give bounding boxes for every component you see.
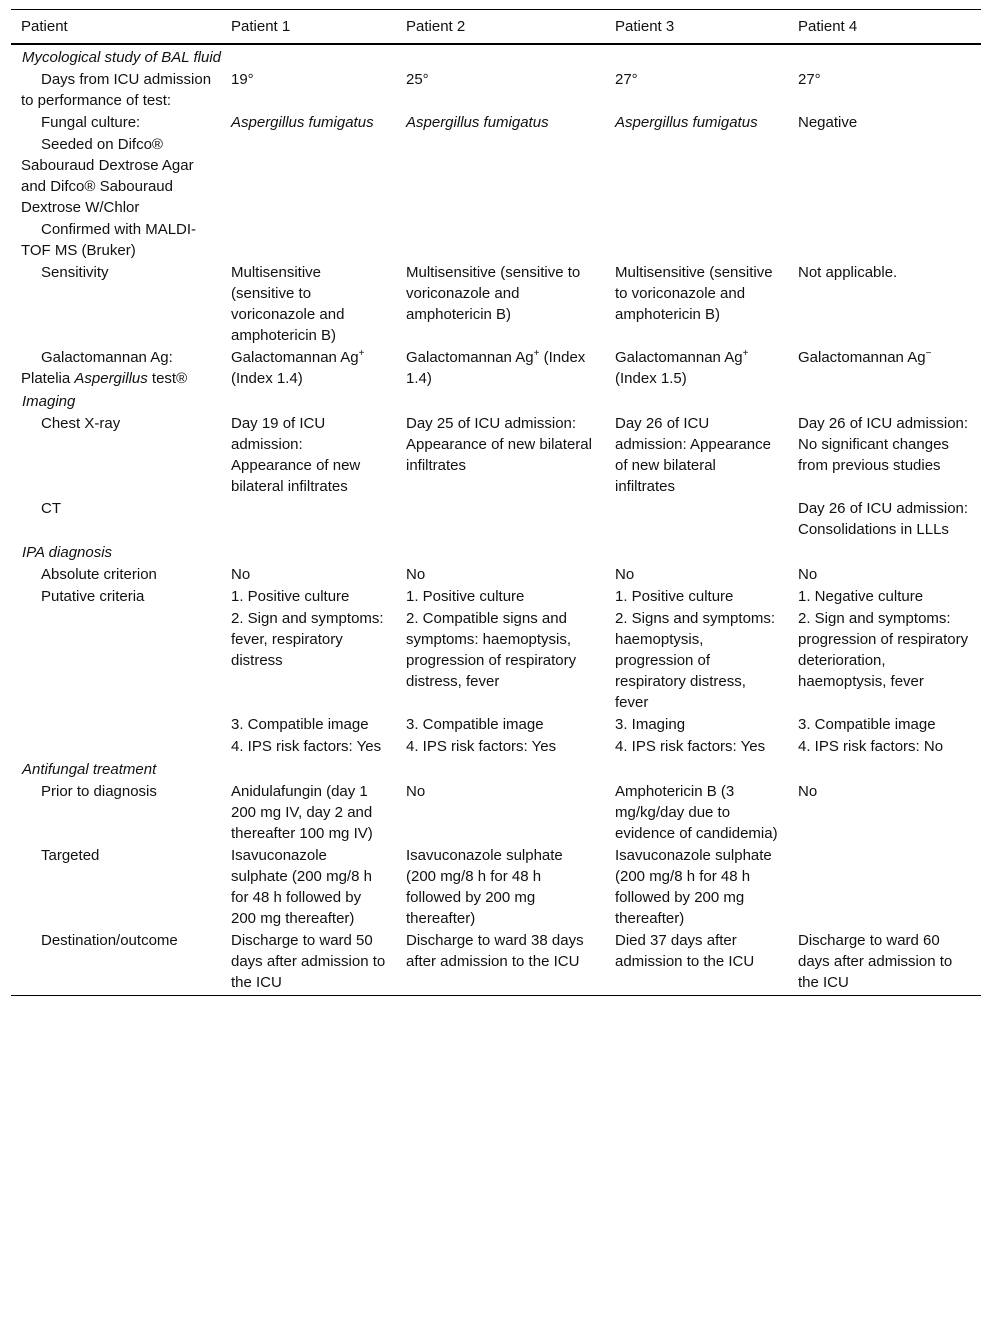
table-row xyxy=(11,780,981,844)
row-label-confirmed: Confirmed with MALDI-TOF MS (Bruker) xyxy=(21,221,197,259)
cell-xray-p3: Day 26 of ICU admission: Appearance of new bilateral infiltrates xyxy=(615,415,771,495)
cell-prior-p3: Amphotericin B (3 mg/kg/day due to evidence of candidemia) xyxy=(615,783,778,842)
header-patient-1: Patient 1 xyxy=(231,18,291,35)
table-header-row xyxy=(11,10,981,45)
cell-absolute-p4: No xyxy=(798,566,818,583)
table-row xyxy=(11,412,981,497)
cell-culture-p3: Aspergillus fumigatus xyxy=(615,114,758,131)
galacto-label-a: Galactomannan Ag: Platelia xyxy=(21,349,173,387)
cell-xray-p2: Day 25 of ICU admission: Appearance of new bilateral infiltrates xyxy=(406,415,592,474)
cell-days-p1: 19° xyxy=(231,71,254,88)
cell-putative4-p1: 4. IPS risk factors: Yes xyxy=(231,738,382,755)
cell-galacto-p1: Galactomannan Ag+ (Index 1.4) xyxy=(231,348,365,387)
table-row xyxy=(11,261,981,346)
cell-putative1-p3: 1. Positive culture xyxy=(615,588,734,605)
cell-days-p2: 25° xyxy=(406,71,429,88)
cell-culture-p4: Negative xyxy=(798,114,858,131)
cell-destination-p1: Discharge to ward 50 days after admission to the ICU xyxy=(231,932,386,991)
cell-sensitivity-p2: Multisensitive (sensitive to voriconazole and amphotericin B) xyxy=(406,264,581,323)
cell-sensitivity-p1: Multisensitive (sensitive to voriconazole and amphotericin B) xyxy=(231,264,345,344)
cell-destination-p2: Discharge to ward 38 days after admission to the ICU xyxy=(406,932,584,970)
cell-xray-p1: Day 19 of ICU admission: Appearance of new bilateral infiltrates xyxy=(231,415,361,495)
table-row xyxy=(11,607,981,713)
row-label-absolute: Absolute criterion xyxy=(41,566,157,583)
table-row xyxy=(11,111,981,133)
row-label-targeted: Targeted xyxy=(41,847,100,864)
cell-sensitivity-p3: Multisensitive (sensitive to voriconazole and amphotericin B) xyxy=(615,264,773,323)
cell-prior-p2: No xyxy=(406,783,426,800)
cell-prior-p4: No xyxy=(798,783,818,800)
table-row xyxy=(11,713,981,735)
table-row xyxy=(11,563,981,585)
table-row xyxy=(11,929,981,996)
cell-absolute-p2: No xyxy=(406,566,426,583)
galacto-label-b: Aspergillus xyxy=(74,370,148,387)
cell-targeted-p1: Isavuconazole sulphate (200 mg/8 h for 48 h followed by 200 mg thereafter) xyxy=(231,847,372,927)
table-row xyxy=(11,844,981,929)
table-row xyxy=(11,218,981,261)
cell-culture-p2: Aspergillus fumigatus xyxy=(406,114,549,131)
cell-culture-p1: Aspergillus fumigatus xyxy=(231,114,374,131)
table-row xyxy=(11,585,981,607)
cell-absolute-p3: No xyxy=(615,566,635,583)
row-label-putative: Putative criteria xyxy=(41,588,145,605)
cell-putative1-p4: 1. Negative culture xyxy=(798,588,924,605)
table-row xyxy=(11,735,981,757)
table-row xyxy=(11,133,981,218)
cell-galacto-p3: Galactomannan Ag+ (Index 1.5) xyxy=(615,348,749,387)
cell-putative2-p3: 2. Signs and symptoms: haemoptysis, progression of respiratory distress, fever xyxy=(615,610,776,711)
cell-ct-p4: Day 26 of ICU admission: Consolidations in LLLs xyxy=(798,500,969,538)
section-title-mycology: Mycological study of BAL fluid xyxy=(22,49,221,66)
cell-galacto-p4: Galactomannan Ag− xyxy=(798,348,932,366)
cell-putative1-p2: 1. Positive culture xyxy=(406,588,525,605)
header-patient-4: Patient 4 xyxy=(798,18,858,35)
cell-putative4-p4: 4. IPS risk factors: No xyxy=(798,738,944,755)
section-title-ipa: IPA diagnosis xyxy=(22,544,113,561)
cell-putative3-p1: 3. Compatible image xyxy=(231,716,369,733)
cell-putative3-p3: 3. Imaging xyxy=(615,716,686,733)
table-row xyxy=(11,497,981,540)
row-label-destination: Destination/outcome xyxy=(41,932,178,949)
section-row-antifungal xyxy=(11,757,981,780)
cell-xray-p4: Day 26 of ICU admission: No significant changes from previous studies xyxy=(798,415,969,474)
row-label-seeded: Seeded on Difco® Sabouraud Dextrose Agar and Difco® Sabouraud Dextrose W/Chlor xyxy=(21,136,194,216)
cell-days-p4: 27° xyxy=(798,71,821,88)
section-title-antifungal: Antifungal treatment xyxy=(22,761,157,778)
cell-destination-p4: Discharge to ward 60 days after admission to the ICU xyxy=(798,932,953,991)
table-row xyxy=(11,346,981,389)
section-row-ipa xyxy=(11,540,981,563)
cell-putative2-p1: 2. Sign and symptoms: fever, respiratory distress xyxy=(231,610,384,669)
section-row-imaging xyxy=(11,389,981,412)
cell-days-p3: 27° xyxy=(615,71,638,88)
cell-targeted-p4 xyxy=(788,844,981,929)
section-title-imaging: Imaging xyxy=(22,393,76,410)
cell-absolute-p1: No xyxy=(231,566,251,583)
cell-putative2-p4: 2. Sign and symptoms: progression of respiratory deterioration, haemoptysis, fever xyxy=(798,610,969,690)
cell-targeted-p3: Isavuconazole sulphate (200 mg/8 h for 48 h followed by 200 mg thereafter) xyxy=(615,847,772,927)
row-label-ct: CT xyxy=(41,500,61,517)
cell-putative4-p3: 4. IPS risk factors: Yes xyxy=(615,738,766,755)
header-patient-2: Patient 2 xyxy=(406,18,466,35)
row-label-days: Days from ICU admission to performance of test: xyxy=(21,71,212,109)
cell-galacto-p2: Galactomannan Ag+ (Index 1.4) xyxy=(406,348,586,387)
cell-destination-p3: Died 37 days after admission to the ICU xyxy=(615,932,755,970)
cell-targeted-p2: Isavuconazole sulphate (200 mg/8 h for 48 h followed by 200 mg thereafter) xyxy=(406,847,563,927)
cell-putative2-p2: 2. Compatible signs and symptoms: haemoptysis, progression of respiratory distress, fever xyxy=(406,610,577,690)
row-label-xray: Chest X-ray xyxy=(41,415,121,432)
galacto-label-c: test® xyxy=(147,370,188,387)
row-label-prior: Prior to diagnosis xyxy=(41,783,157,800)
header-patient-3: Patient 3 xyxy=(615,18,675,35)
row-label-galactomannan xyxy=(11,346,221,389)
cell-putative3-p4: 3. Compatible image xyxy=(798,716,936,733)
cell-putative3-p2: 3. Compatible image xyxy=(406,716,544,733)
row-label-sensitivity: Sensitivity xyxy=(41,264,109,281)
header-patient: Patient xyxy=(21,18,68,35)
cell-putative4-p2: 4. IPS risk factors: Yes xyxy=(406,738,557,755)
section-row-mycology xyxy=(11,44,981,68)
table-row xyxy=(11,68,981,111)
cell-prior-p1: Anidulafungin (day 1 200 mg IV, day 2 and thereafter 100 mg IV) xyxy=(231,783,373,842)
cell-putative1-p1: 1. Positive culture xyxy=(231,588,350,605)
row-label-culture: Fungal culture: xyxy=(41,114,141,131)
cell-sensitivity-p4: Not applicable. xyxy=(798,264,898,281)
patient-comparison-table xyxy=(11,9,981,996)
